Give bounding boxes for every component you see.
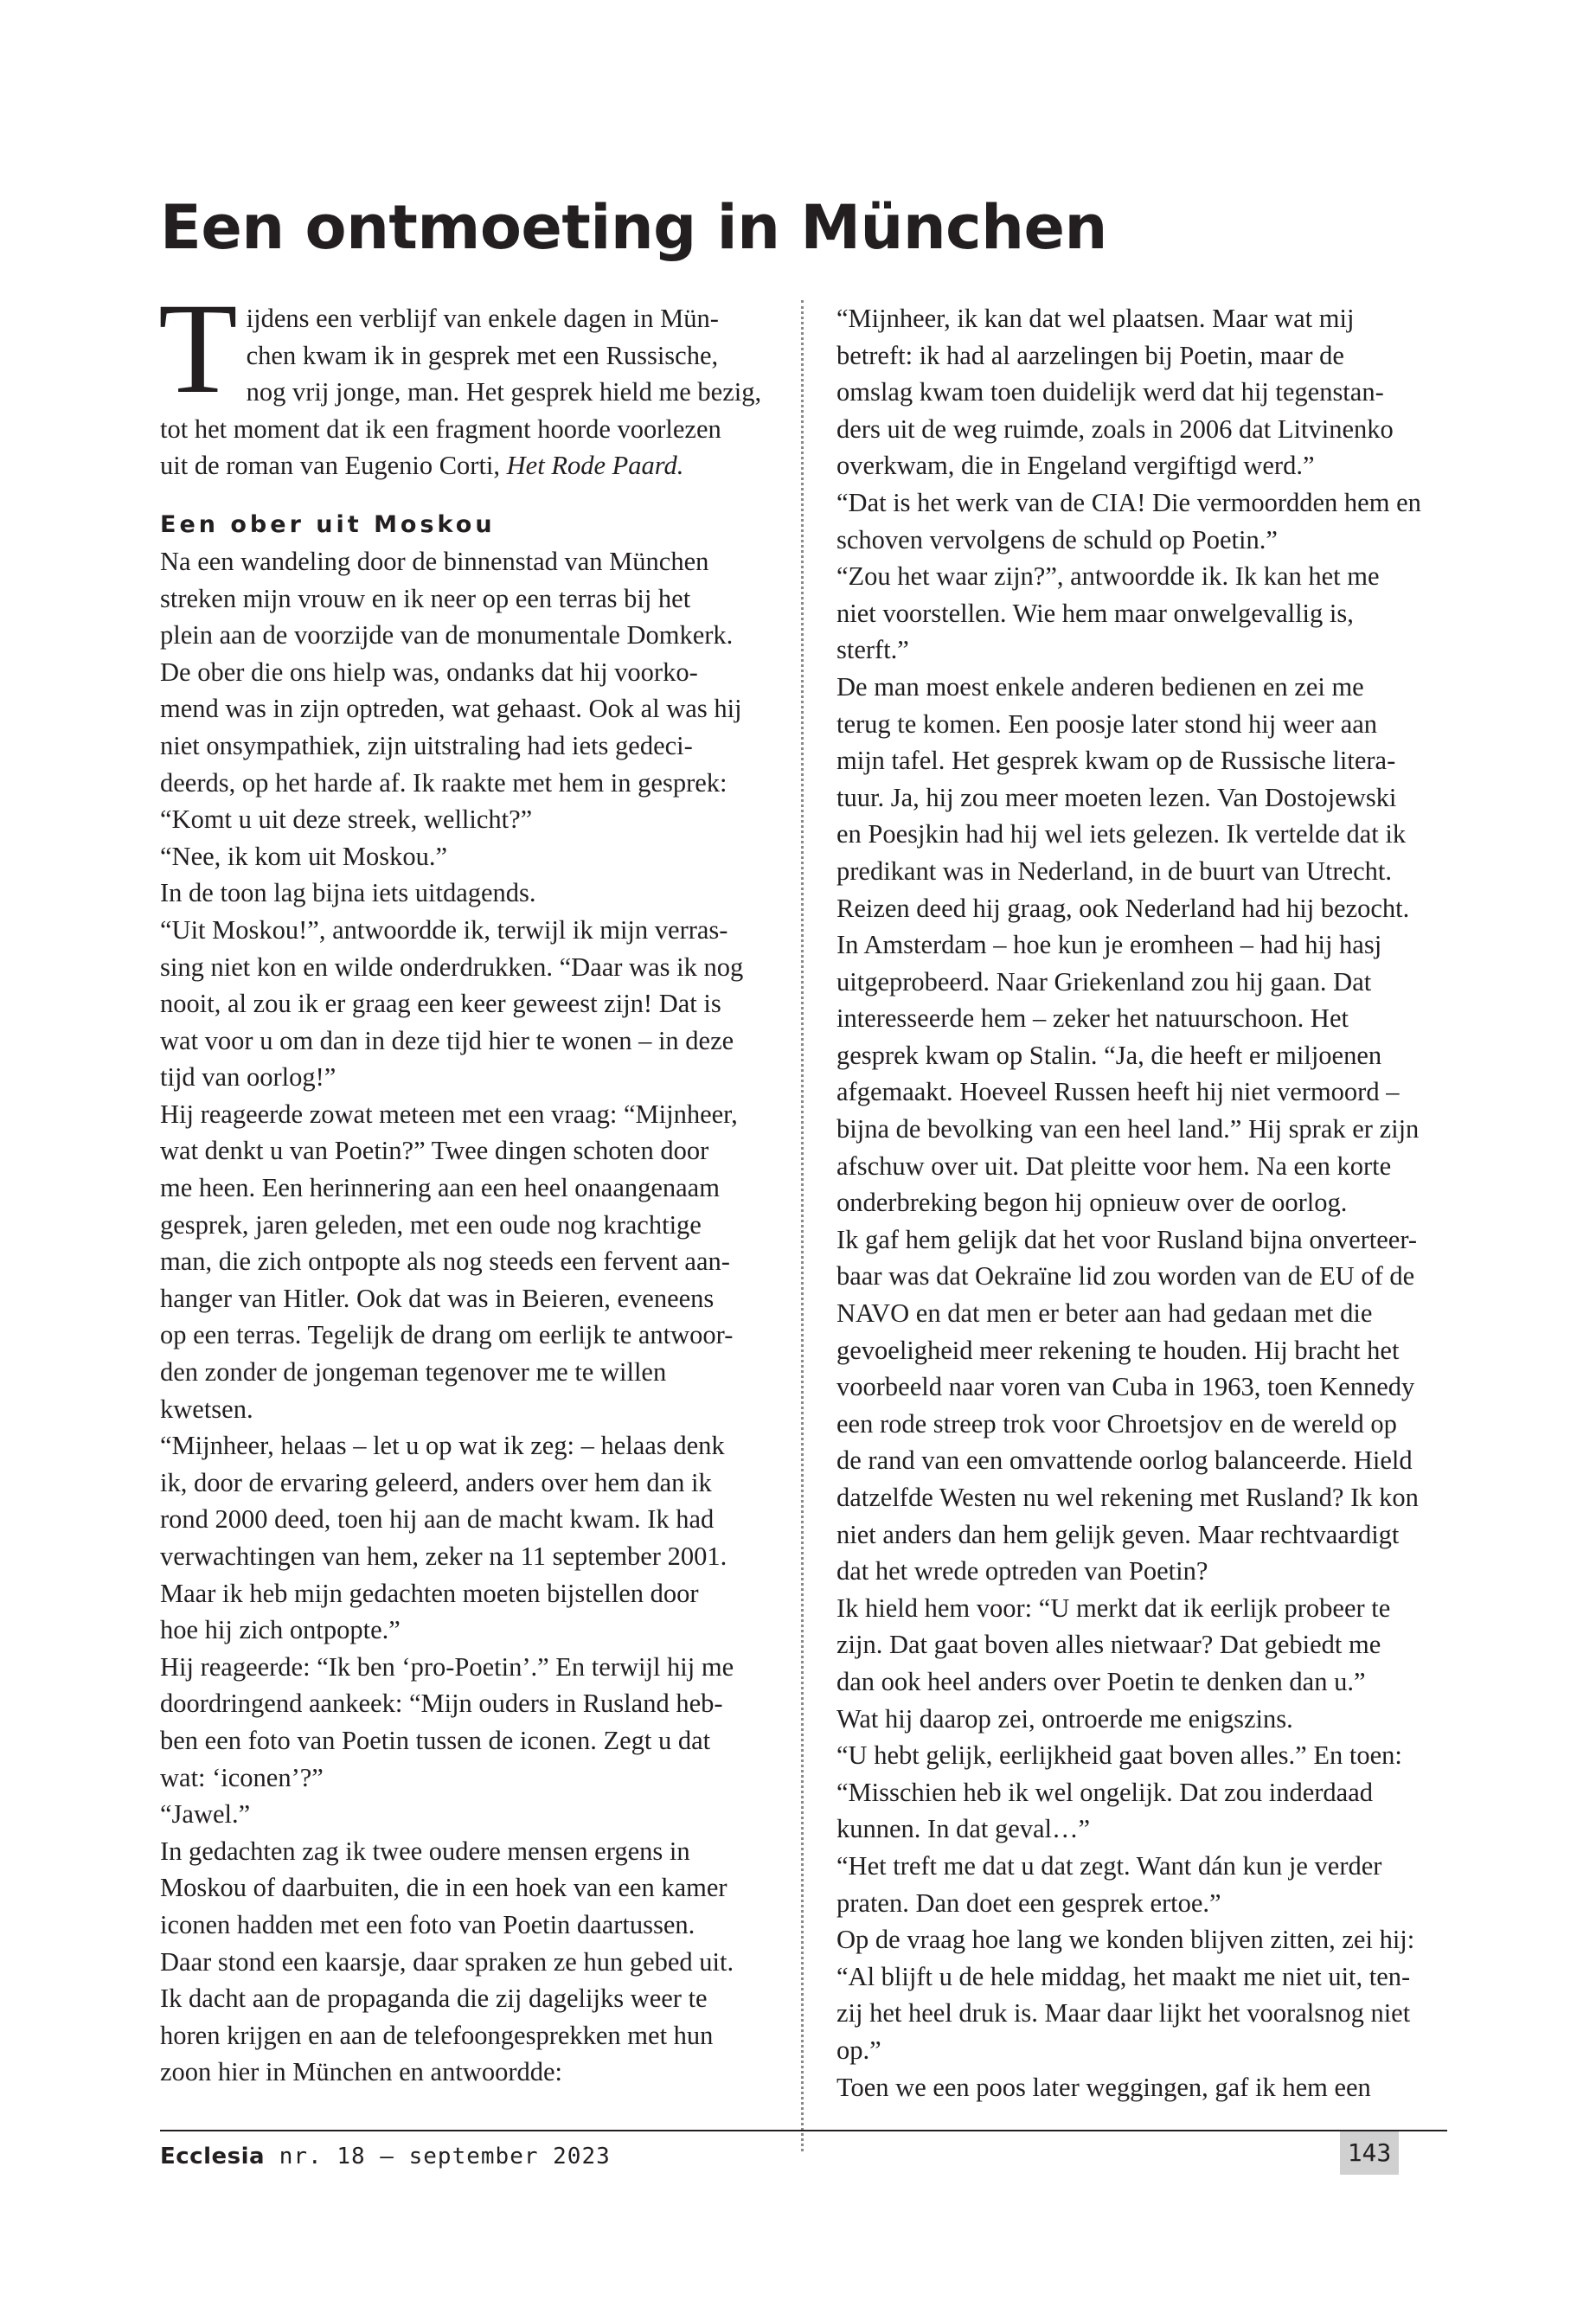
text-line: niet onsympathiek, zijn uitstraling had iets gedeci- <box>160 730 693 760</box>
text-line: mijn tafel. Het gesprek kwam op de Russische litera- <box>836 746 1396 776</box>
text-line: schoven vervolgens de schuld op Poetin.” <box>836 524 1278 554</box>
text-line: zijn. Dat gaat boven alles nietwaar? Dat gebiedt me <box>836 1630 1381 1660</box>
text-line: me heen. Een herinnering aan een heel onaangenaam <box>160 1173 720 1203</box>
intro-lines <box>158 277 779 420</box>
text-line: de rand van een omvattende oorlog balanceerde. Hield <box>836 1445 1413 1476</box>
text-line: tijd van oorlog!” <box>160 1062 337 1093</box>
text-line: zij het heel druk is. Maar daar lijkt het vooralsnog niet <box>836 1998 1411 2029</box>
text-line: wat voor u om dan in deze tijd hier te wonen – in deze <box>160 1025 734 1055</box>
text-line: hanger van Hitler. Ook dat was in Beieren, eveneens <box>160 1283 715 1313</box>
text-line: gesprek, jaren geleden, met een oude nog krachtige <box>160 1209 702 1240</box>
text-line: Wat hij daarop zei, ontroerde me enigszins. <box>836 1703 1293 1734</box>
text-line: interesseerde hem – zeker het natuurschoon. Het <box>836 1003 1349 1034</box>
text-line: op.” <box>836 2035 881 2065</box>
right-column <box>836 300 1451 2106</box>
text-line: Ik hield hem voor: “U merkt dat ik eerlijk probeer te <box>836 1593 1391 1623</box>
text-line: overkwam, die in Engeland vergiftigd werd.” <box>836 451 1315 481</box>
text-line: ben een foto van Poetin tussen de iconen. Zegt u dat <box>160 1725 711 1755</box>
text-line: De man moest enkele anderen bedienen en zei me <box>836 671 1364 702</box>
text-line: tuur. Ja, hij zou meer moeten lezen. Van Dostojewski <box>836 782 1397 812</box>
footer <box>160 2144 611 2170</box>
text-line: rond 2000 deed, toen hij aan de macht kwam. Ik had <box>160 1504 715 1535</box>
text-line: verwachtingen van hem, zeker na 11 september 2001. <box>160 1541 727 1571</box>
text-line: uitgeprobeerd. Naar Griekenland zou hij gaan. Dat <box>836 966 1372 997</box>
text-line: niet voorstellen. Wie hem maar onwelgevallig is, <box>836 598 1354 628</box>
text-line: voorbeeld naar voren van Cuba in 1963, toen Kennedy <box>836 1372 1415 1402</box>
text-line: NAVO en dat men er beter aan had gedaan met die <box>836 1298 1373 1329</box>
text-line: Na een wandeling door de binnenstad van München <box>160 546 709 576</box>
text-line: “Zou het waar zijn?”, antwoordde ik. Ik kan het me <box>836 561 1380 592</box>
text-line: praten. Dan doet een gesprek ertoe.” <box>836 1888 1221 1918</box>
text-line: “Mijnheer, helaas – let u op wat ik zeg: – helaas denk <box>160 1431 725 1461</box>
text-line: wat denkt u van Poetin?” Twee dingen schoten door <box>160 1136 709 1166</box>
text-line: terug te komen. Een poosje later stond hij weer aan <box>836 708 1378 739</box>
left-column-body <box>160 543 779 2091</box>
text-line: den zonder de jongeman tegenover me te willen <box>160 1357 667 1388</box>
text-line: baar was dat Oekraïne lid zou worden van de EU of de <box>836 1261 1415 1292</box>
text-line: niet anders dan hem gelijk geven. Maar rechtvaardigt <box>836 1519 1400 1549</box>
text-line: hoe hij zich ontpopte.” <box>160 1615 401 1645</box>
article-title: Een ontmoeting in München <box>160 192 1107 263</box>
text-line: kwetsen. <box>160 1394 253 1424</box>
drop-cap: T <box>158 277 238 420</box>
text-line: “Al blijft u de hele middag, het maakt me niet uit, ten- <box>836 1961 1411 1991</box>
text-line: gevoeligheid meer rekening te houden. Hij bracht het <box>836 1335 1400 1365</box>
text-line: afgemaakt. Hoeveel Russen heeft hij niet vermoord – <box>836 1077 1400 1107</box>
text-line: nog vrij jonge, man. Het gesprek hield me bezig, <box>246 377 762 407</box>
text-line: zoon hier in München en antwoordde: <box>160 2057 562 2087</box>
text-line: uit de roman van Eugenio Corti, Het Rode Paard. <box>160 451 684 481</box>
page-number: 143 <box>1340 2131 1399 2175</box>
text-line: Moskou of daarbuiten, die in een hoek van een kamer <box>160 1873 727 1903</box>
issue-info: nr. 18 – september 2023 <box>279 2144 611 2170</box>
text-line: omslag kwam toen duidelijk werd dat hij tegenstan- <box>836 377 1384 407</box>
text-line: doordringend aankeek: “Mijn ouders in Rusland heb- <box>160 1689 723 1719</box>
text-line: Toen we een poos later weggingen, gaf ik hem een <box>836 2072 1371 2102</box>
right-column-body <box>836 300 1451 2106</box>
text-line: kunnen. In dat geval…” <box>836 1814 1091 1844</box>
text-line: datzelfde Westen nu wel rekening met Rusland? Ik kon <box>836 1483 1419 1512</box>
text-line: betreft: ik had al aarzelingen bij Poetin, maar de <box>836 340 1344 370</box>
column-divider <box>801 300 804 2151</box>
text-line: In Amsterdam – hoe kun je eromheen – had hij hasj <box>836 930 1382 960</box>
text-line: deerds, op het harde af. Ik raakte met hem in gesprek: <box>160 767 727 798</box>
text-line: “Mijnheer, ik kan dat wel plaatsen. Maar wat mij <box>836 304 1355 333</box>
text-line: wat: ‘iconen’?” <box>160 1762 324 1792</box>
text-line: een rode streep trok voor Chroetsjov en de wereld op <box>836 1408 1397 1439</box>
text-line: Maar ik heb mijn gedachten moeten bijstellen door <box>160 1578 699 1608</box>
text-line: Ik gaf hem gelijk dat het voor Rusland bijna onverteer- <box>836 1224 1418 1254</box>
text-line: ders uit de weg ruimde, zoals in 2006 dat Litvinenko <box>836 413 1394 444</box>
text-line: “Jawel.” <box>160 1799 251 1830</box>
text-line: In de toon lag bijna iets uitdagends. <box>160 878 536 908</box>
text-line: bijna de bevolking van een heel land.” Hij sprak er zijn <box>836 1114 1420 1144</box>
text-line: “Uit Moskou!”, antwoordde ik, terwijl ik mijn verras- <box>160 914 728 945</box>
publication-name: Ecclesia <box>160 2144 266 2170</box>
text-line: predikant was in Nederland, in de buurt van Utrecht. <box>836 856 1392 886</box>
text-line: tot het moment dat ik een fragment hoorde voorlezen <box>160 413 721 444</box>
text-line: “U hebt gelijk, eerlijkheid gaat boven alles.” En toen: <box>836 1740 1402 1771</box>
text-line: en Poesjkin had hij wel iets gelezen. Ik vertelde dat ik <box>836 819 1407 849</box>
section-subheading: Een ober uit Moskou <box>160 510 496 538</box>
text-line: dan ook heel anders over Poetin te denken dan u.” <box>836 1666 1366 1696</box>
text-line: sterft.” <box>836 635 909 665</box>
text-line: man, die zich ontpopte als nog steeds een fervent aan- <box>160 1247 730 1277</box>
text-line: horen krijgen en aan de telefoongesprekken met hun <box>160 2020 714 2050</box>
text-line: nooit, al zou ik er graag een keer geweest zijn! Dat is <box>160 989 721 1019</box>
text-line: Hij reageerde zowat meteen met een vraag: “Mijnheer, <box>160 1099 738 1129</box>
text-line: ik, door de ervaring geleerd, anders over hem dan ik <box>160 1467 712 1497</box>
text-line: sing niet kon en wilde onderdrukken. “Daar was ik nog <box>160 952 744 982</box>
text-line: “Misschien heb ik wel ongelijk. Dat zou inderdaad <box>836 1777 1373 1807</box>
left-column <box>158 277 779 2091</box>
intro-paragraph <box>158 277 779 484</box>
text-line: chen kwam ik in gesprek met een Russische, <box>246 340 719 370</box>
text-line: ijdens een verblijf van enkele dagen in Mün- <box>246 304 719 333</box>
text-line: Op de vraag hoe lang we konden blijven zitten, zei hij: <box>836 1925 1415 1955</box>
text-line: “Het treft me dat u dat zegt. Want dán kun je verder <box>836 1850 1382 1881</box>
text-line: onderbreking begon hij opnieuw over de oorlog. <box>836 1188 1348 1218</box>
text-line: gesprek kwam op Stalin. “Ja, die heeft er miljoenen <box>836 1040 1382 1070</box>
text-line: Hij reageerde: “Ik ben ‘pro-Poetin’.” En terwijl hij me <box>160 1651 734 1682</box>
footer-rule <box>160 2130 1447 2131</box>
text-line: plein aan de voorzijde van de monumentale Domkerk. <box>160 620 734 651</box>
text-line: Reizen deed hij graag, ook Nederland had hij bezocht. <box>836 893 1410 923</box>
text-line: “Nee, ik kom uit Moskou.” <box>160 841 448 871</box>
text-line: afschuw over uit. Dat pleitte voor hem. Na een korte <box>836 1150 1392 1181</box>
text-line: “Komt u uit deze streek, wellicht?” <box>160 804 533 835</box>
text-line: mend was in zijn optreden, wat gehaast. Ook al was hij <box>160 694 742 724</box>
text-line: op een terras. Tegelijk de drang om eerlijk te antwoor- <box>160 1320 734 1350</box>
text-line: Daar stond een kaarsje, daar spraken ze hun gebed uit. <box>160 1946 734 1977</box>
text-line: dat het wrede optreden van Poetin? <box>836 1556 1208 1586</box>
text-line: iconen hadden met een foto van Poetin daartussen. <box>160 1909 695 1939</box>
text-line: streken mijn vrouw en ik neer op een terras bij het <box>160 583 691 613</box>
intro-tail <box>160 411 779 484</box>
text-line: De ober die ons hielp was, ondanks dat hij voorko- <box>160 657 698 687</box>
text-line: “Dat is het werk van de CIA! Die vermoordden hem en <box>836 487 1421 517</box>
text-line: In gedachten zag ik twee oudere mensen ergens in <box>160 1836 690 1866</box>
book-title: Het Rode Paard. <box>506 451 684 481</box>
text-line: Ik dacht aan de propaganda die zij dagelijks weer te <box>160 1984 708 2014</box>
